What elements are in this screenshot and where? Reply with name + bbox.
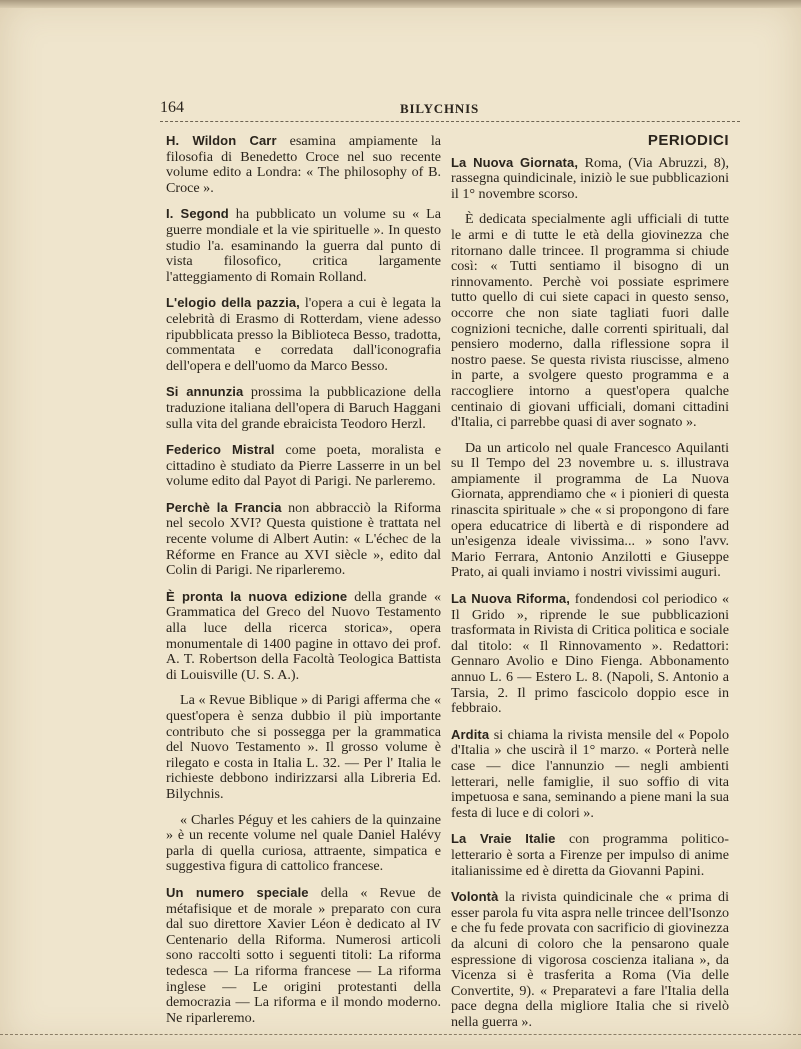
entry-lead: Ardita <box>451 726 490 742</box>
entry-text: Da un articolo nel quale Francesco Aquilanti su Il Tempo del 23 novembre u. s. illustrava ampiamente il programma de La Nuova Giornata, apprendiamo che « i pionieri di questa rinascita spirituale » che « si propongono di fare opera educatrice di libertà e di rispondere ad un'esigenza ideale vivissima... » sono l'avv. Mario Ferrara, Antonio Anzilotti e Giuseppe Prato, ai quali inviamo i nostri vivissimi auguri. <box>451 439 729 581</box>
article-entry <box>166 813 441 875</box>
entry-text: non abbracciò la Riforma nel secolo XVI? Questa quistione è trattata nel recente volume di Albert Autin: « L'échec de la Réforme en France au XVI siècle », edito dal Colin di Parigi. Ne riparleremo. <box>166 499 441 579</box>
page-top-edge <box>0 0 801 8</box>
article-entry <box>166 442 441 490</box>
entry-lead: La Nuova Riforma, <box>451 591 570 607</box>
entry-text: prossima la pubblicazione della traduzione italiana dell'opera di Baruch Haggani sulla vita del grande ebraicista Teodoro Herzl. <box>166 384 441 432</box>
article-entry <box>451 727 729 822</box>
entry-lead: Si annunzia <box>166 384 244 400</box>
article-entry <box>451 889 729 1030</box>
entry-text: È dedicata specialmente agli ufficiali di tutte le armi e di tutte le età della giovinezza che ritornano dalle trincee. Il programma si chiude così: « Tutti sentiamo il bisogno di un rinnovamento. Perchè voi possiate esprimere tutto quello di cui siete capaci in questo senso, occorre che non siate tagliati fuori dalle cognizioni tecniche, dalle correnti spirituali, dal pensiero moderno, dalla riflessione sopra il nostro paese. Se questa rivista riuscisse, almeno in parte, a svolgere questo programma e a raccogliere intorno a quest'opera qualche centinaio di giovani ufficiali, domani cittadini d'Italia, ci parrebbe quasi di aver sognato ». <box>451 211 729 431</box>
entry-lead: L'elogio della pazzia, <box>166 295 300 311</box>
footer-rule <box>0 1034 801 1035</box>
right-column <box>451 133 729 1040</box>
entry-lead: È pronta la nuova edizione <box>166 588 348 604</box>
entry-text: ha pubblicato un volume su « La guerre mondiale et la vie spirituelle ». In questo studio l'a. esaminando la guerra dal punto di vista filosofico, critica largamente l'atteggiamento di Romain Rolland. <box>166 206 441 285</box>
entry-text: « Charles Péguy et les cahiers de la quinzaine » è un recente volume nel quale Daniel Halévy parla di quella curiosa, attraente, simpatica e suggestiva figura di cattolico francese. <box>166 811 441 875</box>
entry-lead: H. Wildon Carr <box>166 133 277 148</box>
article-entry <box>166 295 441 374</box>
article-entry <box>451 212 729 430</box>
entry-text: con programma politico-letterario è sorta a Firenze per impulso di anime italianissime ed è diretta da Giovanni Papini. <box>451 831 730 879</box>
header-rule <box>160 121 740 122</box>
article-entry <box>166 693 441 802</box>
entry-text: si chiama la rivista mensile del « Popolo d'Italia » che uscirà il 1° marzo. « Porterà nelle case — dice l'annunzio — negli ambienti letterari, nelle famiglie, il suo soffio di vita impetuosa e sana, seminando a piene mani la sua festa di luce e di colori ». <box>451 726 729 821</box>
entry-lead: La Vraie Italie <box>451 831 556 847</box>
article-entry <box>166 885 441 1026</box>
entry-text: la rivista quindicinale che « prima di esser parola fu vita aspra nelle trincee dell'Isonzo e che fu fede provata con sacrificio di giovinezza da alcuni di coloro che la pensarono quale espressione di vigorosa coscienza italiana », da Vicenza si è trasferita a Roma (Via delle Convertite, 9). « Preparatevi a fare l'Italia della pace degna della migliore Italia che si rivelò nella guerra ». <box>451 889 729 1030</box>
article-entry <box>166 589 441 684</box>
article-entry <box>166 133 441 196</box>
entry-text: della grande « Grammatica del Greco del Nuovo Testamento alla luce della ricerca storica», opera monumentale di 1400 pagine in ottavo dei prof. A. T. Robertson della Facoltà Teologica Battista di Louisville (U. S. A.). <box>166 588 441 683</box>
entry-lead: Volontà <box>451 889 499 905</box>
entry-lead: Un numero speciale <box>166 884 309 900</box>
entry-lead: La Nuova Giornata, <box>451 154 579 170</box>
running-title: BILYCHNIS <box>400 101 479 116</box>
page-number: 164 <box>160 99 184 116</box>
entry-lead: I. Segond <box>166 206 229 222</box>
periodici-entries <box>451 155 729 1031</box>
article-entry <box>451 591 729 717</box>
left-column <box>166 133 441 1036</box>
page-header <box>160 99 740 119</box>
entry-text: Roma, (Via Abruzzi, 8), rassegna quindicinale, iniziò le sue pubblicazioni il 1° novembre scorso. <box>451 154 729 202</box>
article-entry <box>166 384 441 432</box>
entry-text: della « Revue de métafisique et de morale » preparato con cura dal suo direttore Xavier Léon è dedicato al IV Centenario della Riforma. Numerosi articoli sono raccolti sotto i seguenti titoli: La riforma tedesca — La riforma francese — La riforma inglese — Le origini protestanti della democrazia — La riforma e il mondo moderno. Ne riparleremo. <box>166 884 441 1026</box>
article-entry <box>451 831 729 879</box>
entry-text: come poeta, moralista e cittadino è studiato da Pierre Lasserre in un bel volume edito dal Payot di Parigi. Ne parleremo. <box>166 442 442 490</box>
article-entry <box>166 500 441 579</box>
entry-text: La « Revue Biblique » di Parigi afferma che « quest'opera è senza dubbio il più importante contributo che si possegga per la grammatica del Nuovo Testamento ». Il grosso volume è rilegato e costa in Italia L. 32. — Per l' Italia le richieste debbono indirizzarsi alla Libreria Ed. Bilychnis. <box>166 692 441 802</box>
entry-lead: Perchè la Francia <box>166 499 282 515</box>
article-entry <box>166 206 441 285</box>
article-entry <box>451 441 729 581</box>
entry-text: esamina ampiamente la filosofia di Benedetto Croce nel suo recente volume edito a Londra: « The philosophy of B. Croce ». <box>166 133 441 196</box>
article-entry <box>451 155 729 203</box>
section-title-periodici: PERIODICI <box>647 132 729 149</box>
entry-text: l'opera a cui è legata la celebrità di Erasmo di Rotterdam, viene adesso ripubblicata presso la Biblioteca Besso, tradotta, commentata e corredata dall'iconografia dell'opera e dell'uomo da Marco Besso. <box>166 295 441 374</box>
entry-lead: Federico Mistral <box>166 442 275 458</box>
entry-text: fondendosi col periodico « Il Grido », riprende le sue pubblicazioni trasformata in Rivista di Critica politica e sociale dal titolo: « Il Rinnovamento ». Redattori: Gennaro Avolio e Dino Fienga. Abbonamento annuo L. 6 — Estero L. 8. (Napoli, S. Antonio a Tarsia, 2. Il primo fascicolo doppio esce in febbraio. <box>451 591 729 717</box>
